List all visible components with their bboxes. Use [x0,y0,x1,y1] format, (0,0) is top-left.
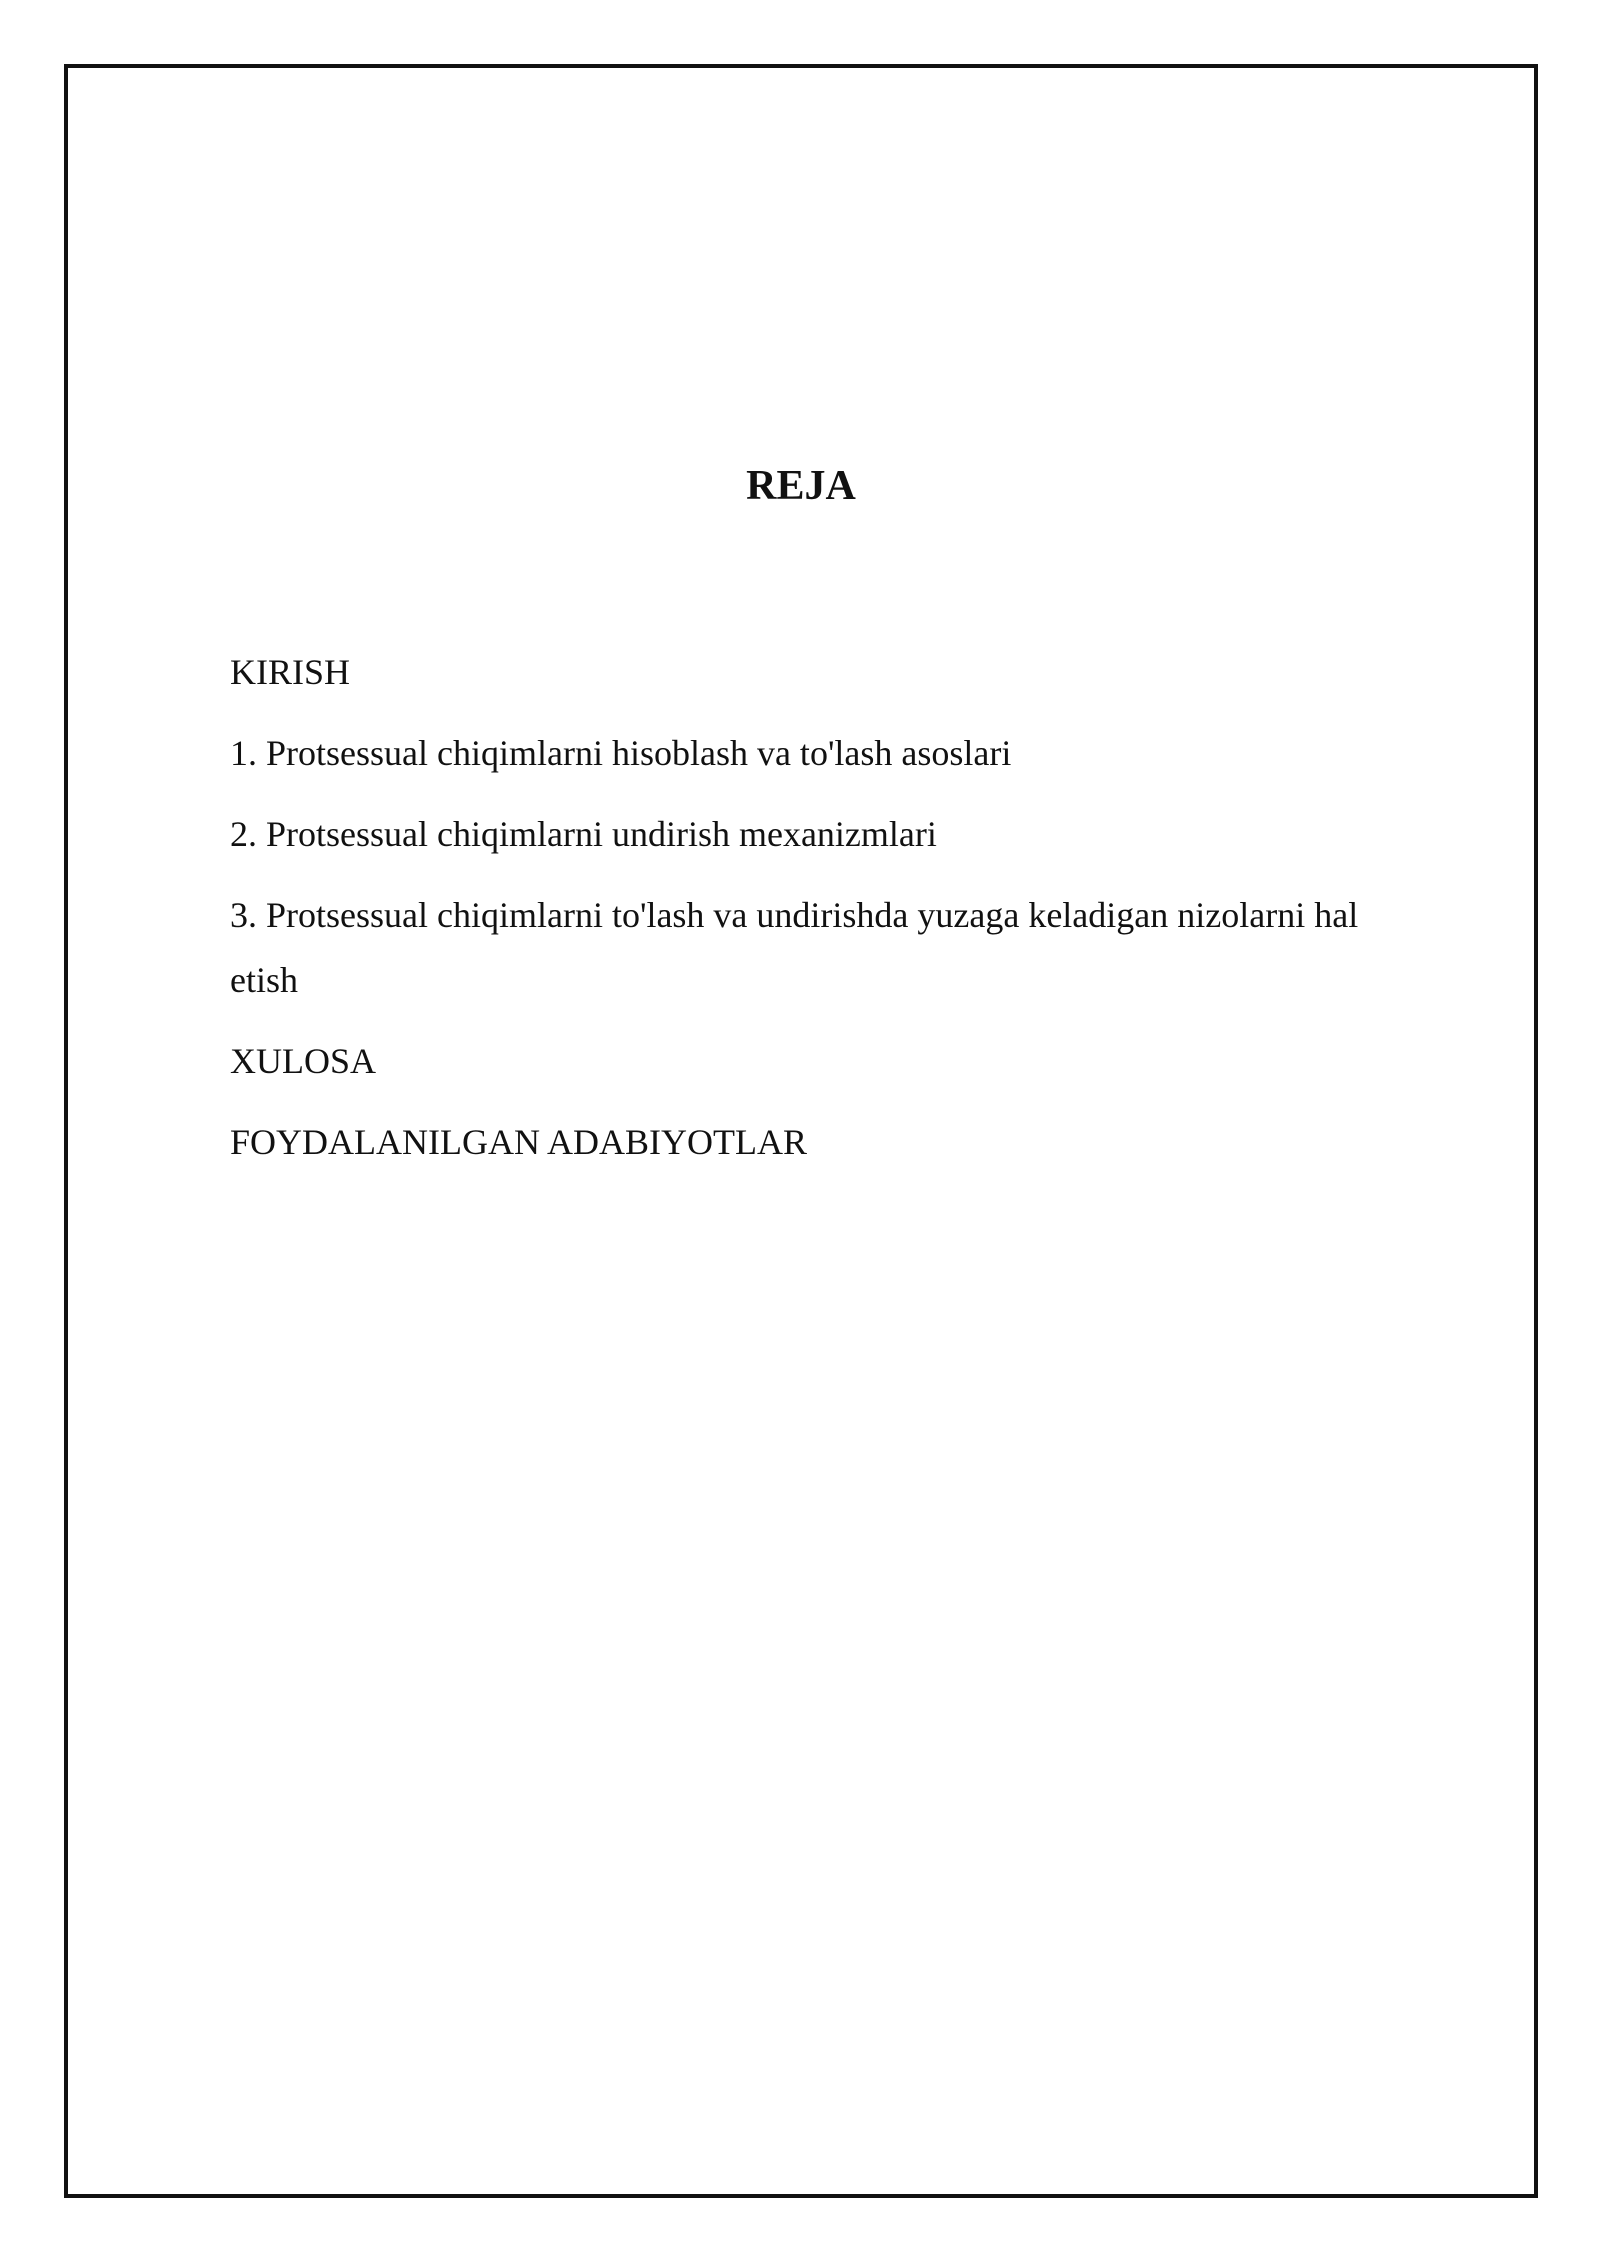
toc-item-conclusion: XULOSA [230,1041,377,1081]
toc-item-introduction: KIRISH [230,652,351,692]
toc-item-references: FOYDALANILGAN ADABIYOTLAR [230,1122,807,1162]
toc-item-section-1: 1. Protsessual chiqimlarni hisoblash va to'lash asoslari [230,733,1012,773]
page-title: REJA [746,463,856,509]
toc-item-section-2: 2. Protsessual chiqimlarni undirish mexanizmlari [230,814,937,854]
table-of-contents [230,640,1430,1191]
title-container [64,458,1538,514]
toc-item-section-3: 3. Protsessual chiqimlarni to'lash va undirishda yuzaga keladigan nizolarni hal etish [230,895,1359,1000]
